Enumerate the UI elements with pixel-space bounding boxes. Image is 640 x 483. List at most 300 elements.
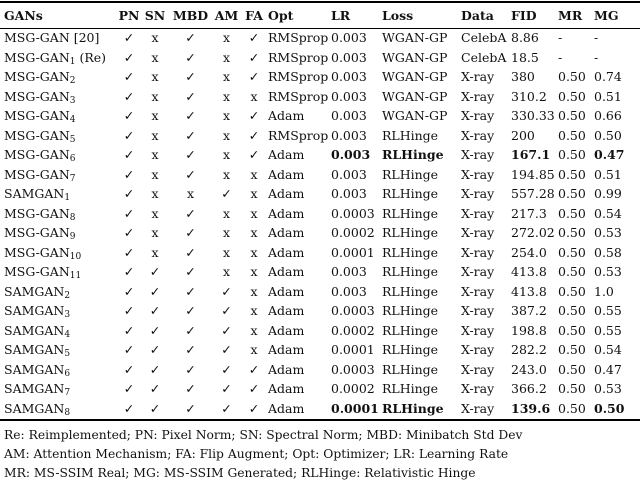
gan-name: MSG-GAN (4, 69, 70, 85)
gan-name: SAMGAN (4, 283, 65, 299)
cell-fid: 167.1 (511, 147, 551, 163)
cell-loss: RLHinge (382, 400, 444, 416)
cell-mg: 0.51 (594, 88, 622, 104)
cell-am: x (222, 88, 231, 104)
cell-mbd: x (186, 186, 195, 202)
header-gans: GANs (4, 8, 43, 23)
table-row (0, 106, 630, 126)
gan-name-cell (0, 204, 116, 224)
cell-fa: x (250, 186, 258, 202)
gan-name-cell (0, 399, 116, 419)
table-notes (4, 426, 522, 483)
table-row (0, 28, 630, 48)
cell-pn: ✓ (123, 244, 135, 260)
cell-am: x (222, 225, 231, 241)
cell-pn: ✓ (123, 322, 135, 338)
cell-fid: 557.28 (511, 186, 555, 202)
cell-fid: 194.85 (511, 166, 555, 182)
cell-pn: ✓ (123, 186, 135, 202)
cell-mg: 0.55 (594, 322, 622, 338)
table-row (0, 145, 630, 165)
cell-opt: RMSprop (268, 127, 329, 143)
cell-fid: 254.0 (511, 244, 547, 260)
cell-opt: Adam (268, 322, 305, 338)
gan-index: 6 (69, 154, 76, 165)
header-lr: LR (331, 8, 351, 23)
gan-index: 8 (64, 407, 71, 418)
gan-name-cell (0, 360, 116, 380)
cell-mr: 0.50 (558, 322, 586, 338)
cell-sn: x (151, 30, 159, 46)
cell-am: x (222, 108, 231, 124)
cell-pn: ✓ (123, 361, 135, 377)
header-am: AM (214, 8, 239, 23)
gan-name-cell (0, 28, 116, 48)
gan-index: 1 (64, 193, 71, 204)
cell-am: x (222, 69, 231, 85)
cell-opt: RMSprop (268, 69, 329, 85)
gan-index: 3 (69, 95, 76, 106)
gan-index: 5 (64, 349, 71, 360)
cell-pn: ✓ (123, 108, 135, 124)
cell-am: ✓ (221, 283, 232, 299)
header-fa: FA (245, 8, 263, 23)
gan-name: SAMGAN (4, 361, 65, 377)
cell-am: ✓ (221, 361, 232, 377)
cell-fa: ✓ (248, 108, 260, 124)
cell-lr: 0.003 (331, 283, 367, 299)
cell-lr: 0.003 (331, 127, 367, 143)
cell-am: ✓ (221, 186, 232, 202)
gan-name: SAMGAN (4, 186, 65, 202)
gan-name-cell (0, 87, 116, 107)
cell-data: X-ray (461, 381, 495, 397)
cell-mbd: ✓ (185, 342, 196, 358)
cell-mr: - (558, 49, 563, 65)
gan-name: MSG-GAN (4, 147, 70, 163)
cell-mbd: ✓ (185, 127, 196, 143)
cell-mr: 0.50 (558, 381, 586, 397)
gan-name: MSG-GAN (4, 108, 70, 124)
gan-name-cell (0, 106, 116, 126)
results-table (0, 3, 630, 418)
cell-lr: 0.0002 (331, 225, 375, 241)
cell-sn: x (151, 225, 159, 241)
cell-sn: ✓ (149, 381, 161, 397)
gan-name-cell (0, 126, 116, 146)
cell-loss: WGAN-GP (382, 108, 448, 124)
cell-mbd: ✓ (185, 108, 196, 124)
table-row (0, 321, 630, 341)
gan-name: MSG-GAN (4, 88, 70, 104)
bottom-rule (0, 419, 640, 421)
cell-sn: ✓ (149, 400, 161, 416)
cell-loss: RLHinge (382, 264, 439, 280)
gan-name-cell (0, 282, 116, 302)
cell-data: X-ray (461, 88, 495, 104)
note-line: AM: Attention Mechanism; FA: Flip Augment; Opt: Optimizer; LR: Learning Rate (4, 447, 509, 461)
cell-am: x (222, 244, 231, 260)
cell-am: x (222, 127, 231, 143)
cell-mg: 0.47 (594, 147, 625, 163)
cell-loss: RLHinge (382, 186, 439, 202)
cell-mr: 0.50 (558, 127, 586, 143)
cell-fid: 413.8 (511, 264, 547, 280)
table-row (0, 184, 630, 204)
cell-opt: Adam (268, 225, 305, 241)
cell-lr: 0.0003 (331, 205, 375, 221)
cell-mg: 0.55 (594, 303, 622, 319)
cell-sn: ✓ (149, 322, 161, 338)
cell-opt: Adam (268, 361, 305, 377)
cell-fid: 200 (511, 127, 535, 143)
table-row (0, 262, 630, 282)
cell-lr: 0.003 (331, 166, 367, 182)
note-line: Re: Reimplemented; PN: Pixel Norm; SN: Spectral Norm; MBD: Minibatch Std Dev (4, 428, 523, 442)
header-row (0, 3, 630, 28)
cell-am: ✓ (221, 322, 232, 338)
cell-sn: x (151, 88, 159, 104)
cell-data: CelebA (461, 30, 507, 46)
gan-index: 4 (64, 329, 71, 340)
cell-fa: x (250, 225, 258, 241)
cell-lr: 0.0003 (331, 303, 375, 319)
cell-opt: Adam (268, 205, 305, 221)
cell-fa: x (250, 283, 258, 299)
table-row (0, 223, 630, 243)
cell-opt: RMSprop (268, 88, 329, 104)
cell-sn: x (151, 166, 159, 182)
cell-data: X-ray (461, 108, 495, 124)
cell-fid: 282.2 (511, 342, 547, 358)
cell-loss: RLHinge (382, 166, 439, 182)
cell-mg: 0.53 (594, 225, 622, 241)
note-line: MR: MS-SSIM Real; MG: MS-SSIM Generated; RLHinge: Relativistic Hinge (4, 466, 476, 480)
cell-mbd: ✓ (185, 303, 196, 319)
cell-lr: 0.003 (331, 108, 367, 124)
header-loss: Loss (382, 8, 414, 23)
cell-mr: 0.50 (558, 342, 586, 358)
cell-mg: 0.66 (594, 108, 622, 124)
cell-fa: x (250, 166, 258, 182)
cell-fa: ✓ (248, 127, 260, 143)
cell-mbd: ✓ (185, 205, 196, 221)
gan-name-cell (0, 67, 116, 87)
cell-fid: 366.2 (511, 381, 547, 397)
cell-lr: 0.003 (331, 264, 367, 280)
gan-name: MSG-GAN (4, 166, 70, 182)
gan-index: 2 (64, 290, 71, 301)
cell-data: X-ray (461, 264, 495, 280)
cell-opt: RMSprop (268, 49, 329, 65)
cell-fa: ✓ (248, 49, 260, 65)
cell-lr: 0.0001 (331, 400, 379, 416)
cell-mbd: ✓ (185, 225, 196, 241)
gan-index: 1 (69, 56, 76, 67)
cell-fid: 413.8 (511, 283, 547, 299)
cell-loss: RLHinge (382, 361, 439, 377)
cell-am: x (222, 49, 231, 65)
gan-name: SAMGAN (4, 303, 65, 319)
cell-lr: 0.0001 (331, 342, 375, 358)
cell-mg: 0.74 (594, 69, 622, 85)
cell-lr: 0.003 (331, 88, 367, 104)
cell-am: x (222, 264, 231, 280)
cell-mg: - (594, 30, 599, 46)
table-row (0, 204, 630, 224)
header-mg: MG (594, 8, 619, 23)
gan-name-cell (0, 184, 116, 204)
cell-fid: 330.33 (511, 108, 555, 124)
table-row (0, 48, 630, 68)
table-row (0, 282, 630, 302)
gan-suffix: (Re) (75, 49, 107, 65)
cell-mr: 0.50 (558, 361, 586, 377)
cell-fid: 198.8 (511, 322, 547, 338)
cell-fid: 217.3 (511, 205, 547, 221)
cell-mbd: ✓ (185, 244, 196, 260)
cell-pn: ✓ (123, 205, 135, 221)
gan-name: SAMGAN (4, 342, 65, 358)
cell-fid: 387.2 (511, 303, 547, 319)
gan-name: MSG-GAN (4, 244, 70, 260)
cell-lr: 0.003 (331, 147, 371, 163)
cell-sn: ✓ (149, 283, 161, 299)
cell-mbd: ✓ (185, 49, 196, 65)
cell-fa: ✓ (248, 30, 260, 46)
cell-fid: 310.2 (511, 88, 547, 104)
cell-loss: RLHinge (382, 244, 439, 260)
cell-mbd: ✓ (185, 400, 196, 416)
cell-fa: ✓ (248, 361, 260, 377)
cell-mg: 0.58 (594, 244, 622, 260)
gan-index: 7 (64, 388, 71, 399)
cell-lr: 0.003 (331, 49, 367, 65)
cell-opt: Adam (268, 186, 305, 202)
cell-data: X-ray (461, 69, 495, 85)
gan-index: 6 (64, 368, 71, 379)
gan-name-cell (0, 379, 116, 399)
cell-mr: 0.50 (558, 205, 586, 221)
cell-opt: Adam (268, 400, 305, 416)
cell-mg: 0.99 (594, 186, 622, 202)
cell-pn: ✓ (123, 127, 135, 143)
cell-mg: 0.47 (594, 361, 622, 377)
cell-mr: 0.50 (558, 108, 586, 124)
cell-mbd: ✓ (185, 381, 196, 397)
cell-pn: ✓ (123, 264, 135, 280)
header-pn: PN (118, 8, 140, 23)
cell-fa: ✓ (248, 400, 260, 416)
table-row (0, 165, 630, 185)
cell-pn: ✓ (123, 49, 135, 65)
cell-pn: ✓ (123, 400, 135, 416)
cell-pn: ✓ (123, 88, 135, 104)
gan-index: 10 (69, 251, 82, 262)
cell-mr: 0.50 (558, 88, 586, 104)
cell-sn: x (151, 186, 159, 202)
cell-mbd: ✓ (185, 322, 196, 338)
cell-loss: RLHinge (382, 283, 439, 299)
cell-am: x (222, 166, 231, 182)
cell-mg: 1.0 (594, 283, 614, 299)
cell-mr: 0.50 (558, 186, 586, 202)
cell-loss: RLHinge (382, 147, 444, 163)
cell-mbd: ✓ (185, 69, 196, 85)
cell-pn: ✓ (123, 342, 135, 358)
cell-pn: ✓ (123, 283, 135, 299)
cell-mg: 0.50 (594, 400, 625, 416)
cell-mbd: ✓ (185, 147, 196, 163)
gan-index: 4 (69, 115, 76, 126)
cell-mr: 0.50 (558, 147, 586, 163)
cell-pn: ✓ (123, 225, 135, 241)
cell-data: X-ray (461, 186, 495, 202)
cell-pn: ✓ (123, 30, 135, 46)
cell-mg: - (594, 49, 599, 65)
cell-fa: x (250, 205, 258, 221)
cell-fid: 8.86 (511, 30, 539, 46)
cell-lr: 0.0003 (331, 361, 375, 377)
cell-am: x (222, 30, 231, 46)
cell-mbd: ✓ (185, 283, 196, 299)
cell-mbd: ✓ (185, 361, 196, 377)
header-opt: Opt (268, 8, 294, 23)
cell-fa: ✓ (248, 147, 260, 163)
cell-mr: 0.50 (558, 225, 586, 241)
cell-data: X-ray (461, 322, 495, 338)
table-row (0, 399, 630, 419)
table-body (0, 28, 630, 418)
gan-name-cell (0, 301, 116, 321)
gan-name-cell (0, 243, 116, 263)
cell-opt: Adam (268, 244, 305, 260)
cell-lr: 0.003 (331, 69, 367, 85)
cell-lr: 0.003 (331, 186, 367, 202)
cell-sn: x (151, 147, 159, 163)
cell-fa: x (250, 244, 258, 260)
cell-mbd: ✓ (185, 264, 196, 280)
gan-name-cell (0, 165, 116, 185)
cell-data: X-ray (461, 225, 495, 241)
gan-name: MSG-GAN (4, 264, 70, 280)
cell-mr: 0.50 (558, 303, 586, 319)
cell-data: X-ray (461, 147, 495, 163)
cell-mr: 0.50 (558, 400, 586, 416)
cell-opt: Adam (268, 283, 305, 299)
gan-index: 3 (64, 310, 71, 321)
cell-opt: Adam (268, 166, 305, 182)
table-row (0, 87, 630, 107)
gan-name-cell (0, 223, 116, 243)
cell-am: ✓ (221, 381, 232, 397)
cell-sn: x (151, 108, 159, 124)
cell-data: X-ray (461, 283, 495, 299)
cell-sn: x (151, 69, 159, 85)
cell-loss: WGAN-GP (382, 49, 448, 65)
cell-loss: RLHinge (382, 303, 439, 319)
header-data: Data (461, 8, 494, 23)
gan-name: MSG-GAN (4, 127, 70, 143)
cell-fid: 18.5 (511, 49, 539, 65)
cell-fa: x (250, 342, 258, 358)
gan-index: 11 (69, 271, 82, 282)
cell-mr: 0.50 (558, 69, 586, 85)
cell-data: X-ray (461, 361, 495, 377)
cell-loss: RLHinge (382, 342, 439, 358)
cell-opt: Adam (268, 147, 305, 163)
cell-loss: RLHinge (382, 127, 439, 143)
table-row (0, 360, 630, 380)
gan-index: 5 (69, 134, 76, 145)
cell-fa: x (250, 264, 258, 280)
table-row (0, 126, 630, 146)
cell-sn: x (151, 127, 159, 143)
cell-fa: x (250, 322, 258, 338)
header-mr: MR (558, 8, 583, 23)
cell-lr: 0.0002 (331, 322, 375, 338)
gan-name-cell (0, 262, 116, 282)
cell-fa: x (250, 303, 258, 319)
cell-am: ✓ (221, 400, 232, 416)
cell-mr: 0.50 (558, 244, 586, 260)
gan-name-cell (0, 340, 116, 360)
cell-sn: ✓ (149, 361, 161, 377)
cell-data: X-ray (461, 400, 495, 416)
cell-opt: RMSprop (268, 30, 329, 46)
gan-name: MSG-GAN (4, 225, 70, 241)
cell-fa: ✓ (248, 69, 260, 85)
cell-lr: 0.0002 (331, 381, 375, 397)
cell-loss: WGAN-GP (382, 30, 448, 46)
header-sn: SN (144, 8, 166, 23)
gan-name: SAMGAN (4, 381, 65, 397)
cell-data: X-ray (461, 342, 495, 358)
cell-mg: 0.50 (594, 127, 622, 143)
gan-index: 2 (69, 76, 76, 87)
cell-data: X-ray (461, 127, 495, 143)
cell-opt: Adam (268, 342, 305, 358)
cell-loss: RLHinge (382, 205, 439, 221)
cell-sn: x (151, 244, 159, 260)
cell-sn: ✓ (149, 342, 161, 358)
cell-loss: RLHinge (382, 381, 439, 397)
gan-name-cell (0, 48, 116, 68)
cell-opt: Adam (268, 264, 305, 280)
gan-name-cell (0, 321, 116, 341)
cell-am: x (222, 205, 231, 221)
cell-opt: Adam (268, 381, 305, 397)
cell-mbd: ✓ (185, 30, 196, 46)
cell-data: X-ray (461, 244, 495, 260)
cell-mr: 0.50 (558, 283, 586, 299)
gan-name: SAMGAN (4, 400, 65, 416)
cell-am: ✓ (221, 303, 232, 319)
cell-am: x (222, 147, 231, 163)
cell-sn: x (151, 205, 159, 221)
cell-lr: 0.0001 (331, 244, 375, 260)
gan-name: MSG-GAN (4, 205, 70, 221)
cell-mr: 0.50 (558, 166, 586, 182)
cell-mbd: ✓ (185, 166, 196, 182)
cell-mg: 0.54 (594, 205, 622, 221)
cell-mr: 0.50 (558, 264, 586, 280)
table-row (0, 340, 630, 360)
gan-index: 8 (69, 212, 76, 223)
cell-mbd: ✓ (185, 88, 196, 104)
cell-fid: 380 (511, 69, 535, 85)
gan-name: MSG-GAN (4, 49, 70, 65)
